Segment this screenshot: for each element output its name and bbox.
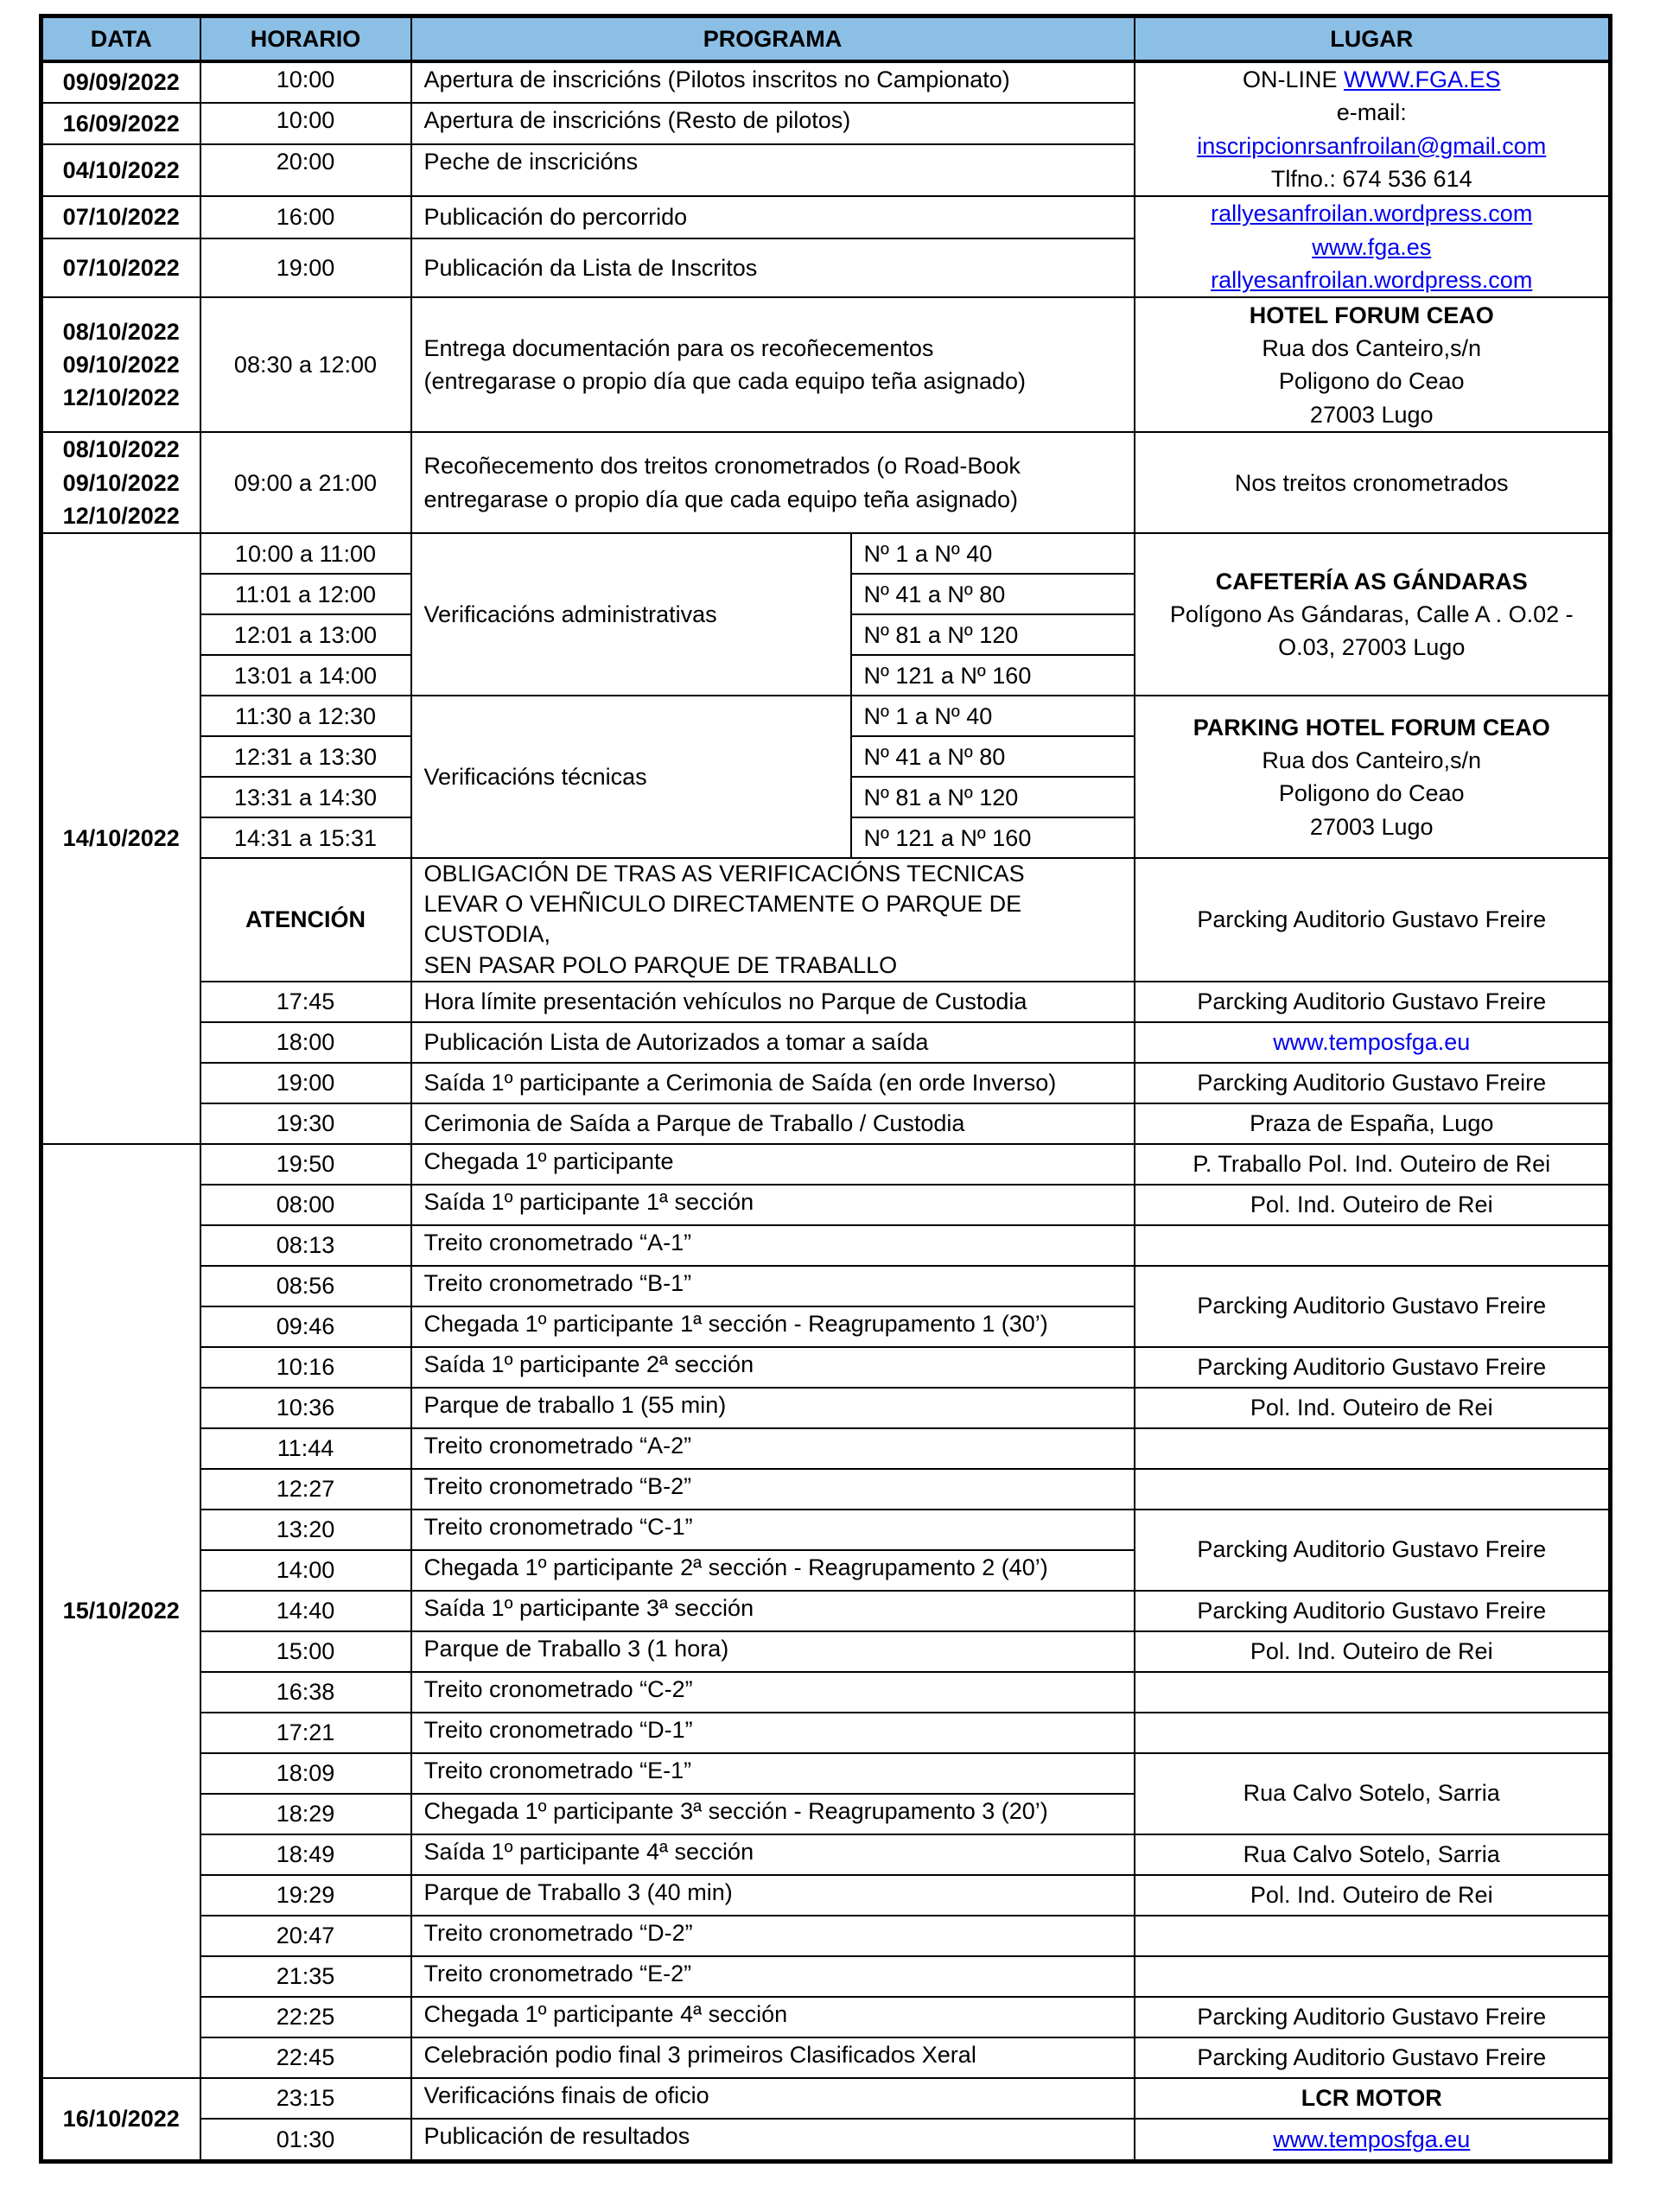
place-cell xyxy=(1135,1672,1611,1713)
place-cell: Rua Calvo Sotelo, Sarria xyxy=(1135,1834,1611,1875)
program-cell: Parque de traballo 1 (55 min) xyxy=(411,1388,1135,1428)
time-cell: 14:31 a 15:31 xyxy=(200,817,411,858)
time-cell: 09:00 a 21:00 xyxy=(200,432,411,533)
program-cell: Verificacións técnicas xyxy=(411,696,851,858)
phone-text: Tlfno.: 674 536 614 xyxy=(1270,165,1472,192)
time-cell: 20:47 xyxy=(200,1916,411,1956)
date-cell: 09/09/2022 xyxy=(41,61,200,103)
place-cell xyxy=(1135,1022,1611,1063)
attention-text xyxy=(411,858,1135,981)
time-cell: 19:00 xyxy=(200,238,411,298)
place-cell: LCR MOTOR xyxy=(1135,2078,1611,2119)
program-cell: Treito cronometrado “B-1” xyxy=(411,1266,1135,1306)
place-cell: Parcking Auditorio Gustavo Freire xyxy=(1135,1997,1611,2037)
table-row xyxy=(41,297,1611,432)
place-line: O.03, 27003 Lugo xyxy=(1278,634,1466,661)
email-link[interactable]: inscripcionrsanfroilan@gmail.com xyxy=(1197,132,1547,159)
time-cell: 10:16 xyxy=(200,1347,411,1388)
program-cell: Saída 1º participante 4ª sección xyxy=(411,1834,1135,1875)
range-cell: Nº 41 a Nº 80 xyxy=(851,736,1135,777)
time-cell: 12:27 xyxy=(200,1469,411,1510)
table-row xyxy=(41,1388,1611,1428)
table-row xyxy=(41,1185,1611,1225)
place-cell xyxy=(1135,1713,1611,1753)
place-cell xyxy=(1135,533,1611,696)
place-line: Rua dos Canteiro,s/n xyxy=(1262,334,1482,361)
program-line: entregarase o propio día que cada equipo teña asignado) xyxy=(423,486,1019,512)
time-cell: 11:30 a 12:30 xyxy=(200,696,411,736)
place-cell: Rua Calvo Sotelo, Sarria xyxy=(1135,1753,1611,1834)
time-cell: 01:30 xyxy=(200,2119,411,2162)
place-cell: Parcking Auditorio Gustavo Freire xyxy=(1135,1591,1611,1631)
time-cell: 18:49 xyxy=(200,1834,411,1875)
table-row xyxy=(41,1916,1611,1956)
table-row xyxy=(41,1834,1611,1875)
header-data: DATA xyxy=(41,16,200,62)
table-row xyxy=(41,1469,1611,1510)
program-cell: Publicación do percorrido xyxy=(411,196,1135,238)
range-cell: Nº 1 a Nº 40 xyxy=(851,696,1135,736)
time-cell: 13:31 a 14:30 xyxy=(200,777,411,817)
table-row xyxy=(41,1022,1611,1063)
place-line: Poligono do Ceao xyxy=(1278,368,1465,395)
place-cell: Pol. Ind. Outeiro de Rei xyxy=(1135,1185,1611,1225)
table-row xyxy=(41,1997,1611,2037)
program-cell xyxy=(411,297,1135,432)
place-cell: P. Traballo Pol. Ind. Outeiro de Rei xyxy=(1135,1144,1611,1185)
attention-label: ATENCIÓN xyxy=(200,858,411,981)
fga-link[interactable]: WWW.FGA.ES xyxy=(1344,67,1501,92)
place-cell xyxy=(1135,1469,1611,1510)
table-row xyxy=(41,432,1611,533)
date-line: 08/10/2022 xyxy=(62,436,180,463)
wordpress-link-2[interactable]: rallyesanfroilan.wordpress.com xyxy=(1211,266,1533,293)
date-cell xyxy=(41,432,200,533)
place-cell: Nos treitos cronometrados xyxy=(1135,432,1611,533)
program-cell: Chegada 1º participante 2ª sección - Reagrupamento 2 (40’) xyxy=(411,1550,1135,1591)
place-line: 27003 Lugo xyxy=(1309,401,1434,428)
table-row xyxy=(41,533,1611,574)
time-cell: 10:00 xyxy=(200,103,411,144)
date-cell xyxy=(41,297,200,432)
table-row xyxy=(41,1144,1611,1185)
table-row xyxy=(41,1428,1611,1469)
range-cell: Nº 1 a Nº 40 xyxy=(851,533,1135,574)
time-cell: 08:30 a 12:00 xyxy=(200,297,411,432)
results-link[interactable]: www.temposfga.eu xyxy=(1273,2126,1471,2152)
place-cell: Parcking Auditorio Gustavo Freire xyxy=(1135,858,1611,981)
email-label: e-mail: xyxy=(1336,99,1407,126)
header-lugar: LUGAR xyxy=(1135,16,1611,62)
day15-rows xyxy=(41,1144,1611,2078)
program-cell xyxy=(411,432,1135,533)
registration-place-cell xyxy=(1135,61,1611,196)
table-row xyxy=(41,1753,1611,1794)
program-cell: Hora límite presentación vehículos no Parque de Custodia xyxy=(411,982,1135,1022)
table-row xyxy=(41,982,1611,1022)
time-cell: 19:30 xyxy=(200,1103,411,1144)
program-cell: Saída 1º participante a Cerimonia de Saída (en orde Inverso) xyxy=(411,1063,1135,1103)
program-cell: Treito cronometrado “E-1” xyxy=(411,1753,1135,1794)
time-cell: 10:00 xyxy=(200,61,411,103)
table-row xyxy=(41,696,1611,736)
date-cell: 14/10/2022 xyxy=(41,533,200,1143)
program-cell: Chegada 1º participante 1ª sección - Reagrupamento 1 (30’) xyxy=(411,1306,1135,1347)
wordpress-link[interactable]: rallyesanfroilan.wordpress.com xyxy=(1211,200,1533,227)
time-cell: 08:13 xyxy=(200,1225,411,1266)
date-cell: 16/10/2022 xyxy=(41,2078,200,2162)
program-cell: Treito cronometrado “A-2” xyxy=(411,1428,1135,1469)
table-row xyxy=(41,1672,1611,1713)
program-cell: Verificacións administrativas xyxy=(411,533,851,696)
program-cell: Treito cronometrado “D-2” xyxy=(411,1916,1135,1956)
time-cell: 12:01 a 13:00 xyxy=(200,614,411,655)
program-cell: Chegada 1º participante 4ª sección xyxy=(411,1997,1135,2037)
attention-line: LEVAR O VEHÑICULO DIRECTAMENTE O PARQUE DE CUSTODIA, xyxy=(423,891,1022,948)
attention-line: SEN PASAR POLO PARQUE DE TRABALLO xyxy=(423,951,898,978)
table-row xyxy=(41,1713,1611,1753)
online-label: ON-LINE xyxy=(1242,67,1345,92)
table-row xyxy=(41,196,1611,238)
time-cell: 13:01 a 14:00 xyxy=(200,655,411,696)
time-cell: 11:01 a 12:00 xyxy=(200,574,411,614)
program-cell: Parque de Traballo 3 (40 min) xyxy=(411,1875,1135,1916)
program-cell: Parque de Traballo 3 (1 hora) xyxy=(411,1631,1135,1672)
place-cell: Pol. Ind. Outeiro de Rei xyxy=(1135,1631,1611,1672)
program-cell: Saída 1º participante 2ª sección xyxy=(411,1347,1135,1388)
place-title: CAFETERÍA AS GÁNDARAS xyxy=(1215,568,1528,594)
table-row xyxy=(41,2078,1611,2119)
time-cell: 15:00 xyxy=(200,1631,411,1672)
place-line: 27003 Lugo xyxy=(1309,813,1434,840)
table-row xyxy=(41,2119,1611,2162)
table-row xyxy=(41,1266,1611,1306)
program-line: Entrega documentación para os recoñecementos xyxy=(423,334,934,361)
range-cell: Nº 121 a Nº 160 xyxy=(851,655,1135,696)
place-cell: Parcking Auditorio Gustavo Freire xyxy=(1135,1266,1611,1347)
place-cell: Parcking Auditorio Gustavo Freire xyxy=(1135,2037,1611,2078)
time-cell: 12:31 a 13:30 xyxy=(200,736,411,777)
place-cell xyxy=(1135,1956,1611,1997)
time-cell: 17:45 xyxy=(200,982,411,1022)
place-cell: Parcking Auditorio Gustavo Freire xyxy=(1135,1510,1611,1591)
attention-row xyxy=(41,858,1611,981)
program-cell: Treito cronometrado “C-2” xyxy=(411,1672,1135,1713)
date-line: 09/10/2022 xyxy=(62,352,180,378)
table-row xyxy=(41,1347,1611,1388)
time-cell: 11:44 xyxy=(200,1428,411,1469)
program-cell: Treito cronometrado “D-1” xyxy=(411,1713,1135,1753)
place-cell: Parcking Auditorio Gustavo Freire xyxy=(1135,1063,1611,1103)
program-cell: Treito cronometrado “A-1” xyxy=(411,1225,1135,1266)
date-cell: 07/10/2022 xyxy=(41,238,200,298)
header-horario: HORARIO xyxy=(200,16,411,62)
program-cell: Verificacións finais de oficio xyxy=(411,2078,1135,2119)
program-cell: Publicación Lista de Autorizados a tomar a saída xyxy=(411,1022,1135,1063)
time-cell: 16:00 xyxy=(200,196,411,238)
time-cell: 14:40 xyxy=(200,1591,411,1631)
time-cell: 13:20 xyxy=(200,1510,411,1550)
time-cell: 16:38 xyxy=(200,1672,411,1713)
place-title: HOTEL FORUM CEAO xyxy=(1249,302,1494,328)
schedule-table xyxy=(39,14,1612,2164)
time-cell: 22:45 xyxy=(200,2037,411,2078)
place-cell xyxy=(1135,2119,1611,2162)
place-title: PARKING HOTEL FORUM CEAO xyxy=(1193,714,1550,741)
table-row xyxy=(41,1591,1611,1631)
range-cell: Nº 41 a Nº 80 xyxy=(851,574,1135,614)
time-cell: 19:29 xyxy=(200,1875,411,1916)
table-row xyxy=(41,1103,1611,1144)
date-cell: 16/09/2022 xyxy=(41,103,200,144)
time-cell: 08:56 xyxy=(200,1266,411,1306)
place-cell xyxy=(1135,1428,1611,1469)
time-cell: 17:21 xyxy=(200,1713,411,1753)
date-cell: 15/10/2022 xyxy=(41,1144,200,2078)
temposfga-link[interactable]: www.temposfga.eu xyxy=(1273,1028,1471,1055)
time-cell: 20:00 xyxy=(200,144,411,196)
time-cell: 09:46 xyxy=(200,1306,411,1347)
header-programa: PROGRAMA xyxy=(411,16,1135,62)
program-line: (entregarase o propio día que cada equipo teña asignado) xyxy=(423,368,1027,395)
program-cell: Saída 1º participante 1ª sección xyxy=(411,1185,1135,1225)
program-cell: Chegada 1º participante xyxy=(411,1144,1135,1185)
time-cell: 18:00 xyxy=(200,1022,411,1063)
date-line: 12/10/2022 xyxy=(62,385,180,411)
time-cell: 19:00 xyxy=(200,1063,411,1103)
date-line: 12/10/2022 xyxy=(62,502,180,529)
time-cell: 22:25 xyxy=(200,1997,411,2037)
place-line: Rua dos Canteiro,s/n xyxy=(1262,747,1482,773)
time-cell: 23:15 xyxy=(200,2078,411,2119)
date-line: 09/10/2022 xyxy=(62,469,180,496)
place-cell xyxy=(1135,297,1611,432)
attention-line: OBLIGACIÓN DE TRAS AS VERIFICACIÓNS TECNICAS xyxy=(423,861,1025,887)
table-row xyxy=(41,1510,1611,1550)
time-cell: 10:36 xyxy=(200,1388,411,1428)
table-row xyxy=(41,1631,1611,1672)
program-cell: Treito cronometrado “C-1” xyxy=(411,1510,1135,1550)
table-row xyxy=(41,1956,1611,1997)
place-cell: Pol. Ind. Outeiro de Rei xyxy=(1135,1875,1611,1916)
program-cell: Cerimonia de Saída a Parque de Traballo / Custodia xyxy=(411,1103,1135,1144)
time-cell: 10:00 a 11:00 xyxy=(200,533,411,574)
table-row xyxy=(41,1875,1611,1916)
program-cell: Peche de inscricións xyxy=(411,144,1135,196)
program-line: Recoñecemento dos treitos cronometrados (o Road-Book xyxy=(423,453,1021,480)
date-cell: 07/10/2022 xyxy=(41,196,200,238)
date-line: 08/10/2022 xyxy=(62,318,180,345)
program-cell: Chegada 1º participante 3ª sección - Reagrupamento 3 (20’) xyxy=(411,1794,1135,1834)
program-cell: Celebración podio final 3 primeiros Clasificados Xeral xyxy=(411,2037,1135,2078)
time-cell: 21:35 xyxy=(200,1956,411,1997)
place-line: Poligono do Ceao xyxy=(1278,780,1465,807)
program-cell: Publicación de resultados xyxy=(411,2119,1135,2162)
time-cell: 19:50 xyxy=(200,1144,411,1185)
place-cell xyxy=(1135,1225,1611,1266)
place-cell xyxy=(1135,1916,1611,1956)
program-cell: Saída 1º participante 3ª sección xyxy=(411,1591,1135,1631)
program-cell: Publicación da Lista de Inscritos xyxy=(411,238,1135,298)
fga-es-link[interactable]: www.fga.es xyxy=(1312,233,1432,260)
table-row xyxy=(41,61,1611,103)
table-row xyxy=(41,1063,1611,1103)
range-cell: Nº 81 a Nº 120 xyxy=(851,777,1135,817)
time-cell: 18:09 xyxy=(200,1753,411,1794)
place-line: Polígono As Gándaras, Calle A . O.02 - xyxy=(1169,601,1574,628)
place-cell xyxy=(1135,696,1611,858)
publication-place-cell xyxy=(1135,196,1611,297)
header-row xyxy=(41,16,1611,62)
place-cell: Pol. Ind. Outeiro de Rei xyxy=(1135,1388,1611,1428)
place-cell: Parcking Auditorio Gustavo Freire xyxy=(1135,1347,1611,1388)
time-cell: 08:00 xyxy=(200,1185,411,1225)
time-cell: 14:00 xyxy=(200,1550,411,1591)
program-cell: Apertura de inscricións (Pilotos inscritos no Campionato) xyxy=(411,61,1135,103)
table-row xyxy=(41,2037,1611,2078)
program-cell: Apertura de inscricións (Resto de pilotos) xyxy=(411,103,1135,144)
place-cell: Parcking Auditorio Gustavo Freire xyxy=(1135,982,1611,1022)
program-cell: Treito cronometrado “B-2” xyxy=(411,1469,1135,1510)
table-row xyxy=(41,1225,1611,1266)
range-cell: Nº 121 a Nº 160 xyxy=(851,817,1135,858)
time-cell: 18:29 xyxy=(200,1794,411,1834)
program-cell: Treito cronometrado “E-2” xyxy=(411,1956,1135,1997)
place-cell: Praza de España, Lugo xyxy=(1135,1103,1611,1144)
date-cell: 04/10/2022 xyxy=(41,144,200,196)
range-cell: Nº 81 a Nº 120 xyxy=(851,614,1135,655)
